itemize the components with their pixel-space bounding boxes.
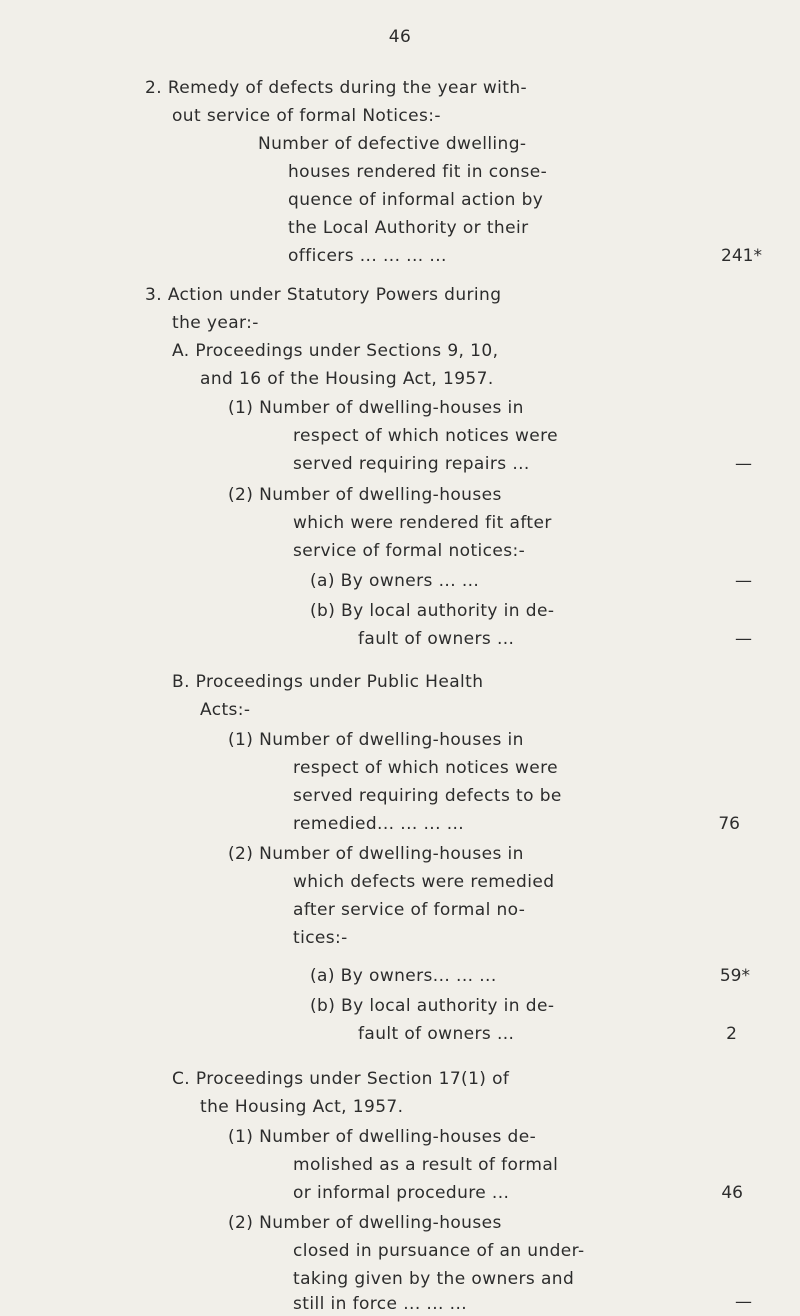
section-2-item-value: 241* [721,246,762,266]
subsection-c-item-1-value: 46 [721,1183,743,1203]
page-number: 46 [388,27,412,47]
subsection-b-heading-cont: Acts:- [200,700,251,720]
section-3-heading-cont: the year:- [172,313,259,333]
section-2-item-line: Number of defective dwelling- [258,134,527,154]
subsection-a-item-1-line: (1) Number of dwelling-houses in [228,398,524,418]
section-2-item-line: the Local Authority or their [288,218,529,238]
subsection-a-heading: A. Proceedings under Sections 9, 10, [172,341,499,361]
section-2-item-line: officers ... ... ... ... [288,246,447,266]
section-2-heading-cont: out service of formal Notices:- [172,106,441,126]
subsection-b-item-1-line: served requiring defects to be [293,786,562,806]
subsection-c-item-2-value: — [735,1292,752,1312]
subsection-c-item-2-line: taking given by the owners and [293,1269,575,1289]
subsection-c-heading-cont: the Housing Act, 1957. [200,1097,404,1117]
subsection-b-item-1-line: remedied... ... ... ... [293,814,465,834]
subsection-a-item-2a-label: (a) By owners ... ... [310,571,480,591]
subsection-b-item-2-line: which defects were remedied [293,872,555,892]
subsection-a-item-1-value: — [735,454,752,474]
subsection-a-item-2-line: which were rendered fit after [293,513,552,533]
subsection-c-item-2-line: (2) Number of dwelling-houses [228,1213,502,1233]
subsection-b-item-2a-value: 59* [719,966,750,986]
subsection-a-item-1-line: served requiring repairs ... [293,454,530,474]
subsection-c-item-1-line: or informal procedure ... [293,1183,510,1203]
subsection-a-item-2-line: (2) Number of dwelling-houses [228,485,502,505]
section-2-heading: 2. Remedy of defects during the year with- [145,78,528,98]
subsection-c-heading: C. Proceedings under Section 17(1) of [172,1069,510,1089]
subsection-b-item-2a-label: (a) By owners... ... ... [310,966,497,986]
subsection-b-heading: B. Proceedings under Public Health [172,672,484,692]
subsection-b-item-2b-line: (b) By local authority in de- [310,996,555,1016]
subsection-c-item-1-line: molished as a result of formal [293,1155,559,1175]
subsection-b-item-1-line: respect of which notices were [293,758,558,778]
subsection-c-item-2-line: closed in pursuance of an under- [293,1241,585,1261]
subsection-a-item-2a-value: — [735,571,752,591]
subsection-b-item-1-value: 76 [718,814,740,834]
section-2-item-line: quence of informal action by [288,190,544,210]
subsection-a-item-2b-value: — [735,629,752,649]
section-2-item-line: houses rendered fit in conse- [288,162,548,182]
subsection-a-item-2b-line: fault of owners ... [358,629,515,649]
subsection-a-item-1-line: respect of which notices were [293,426,558,446]
section-3-heading: 3. Action under Statutory Powers during [145,285,502,305]
subsection-b-item-2-line: after service of formal no- [293,900,526,920]
subsection-b-item-2-line: tices:- [293,928,348,948]
subsection-a-heading-cont: and 16 of the Housing Act, 1957. [200,369,494,389]
subsection-c-item-1-line: (1) Number of dwelling-houses de- [228,1127,537,1147]
subsection-c-item-2-line: still in force ... ... ... [293,1294,468,1314]
subsection-b-item-2b-value: 2 [726,1024,737,1044]
subsection-a-item-2-line: service of formal notices:- [293,541,526,561]
subsection-b-item-1-line: (1) Number of dwelling-houses in [228,730,524,750]
subsection-a-item-2b-line: (b) By local authority in de- [310,601,555,621]
subsection-b-item-2b-line: fault of owners ... [358,1024,515,1044]
subsection-b-item-2-line: (2) Number of dwelling-houses in [228,844,524,864]
